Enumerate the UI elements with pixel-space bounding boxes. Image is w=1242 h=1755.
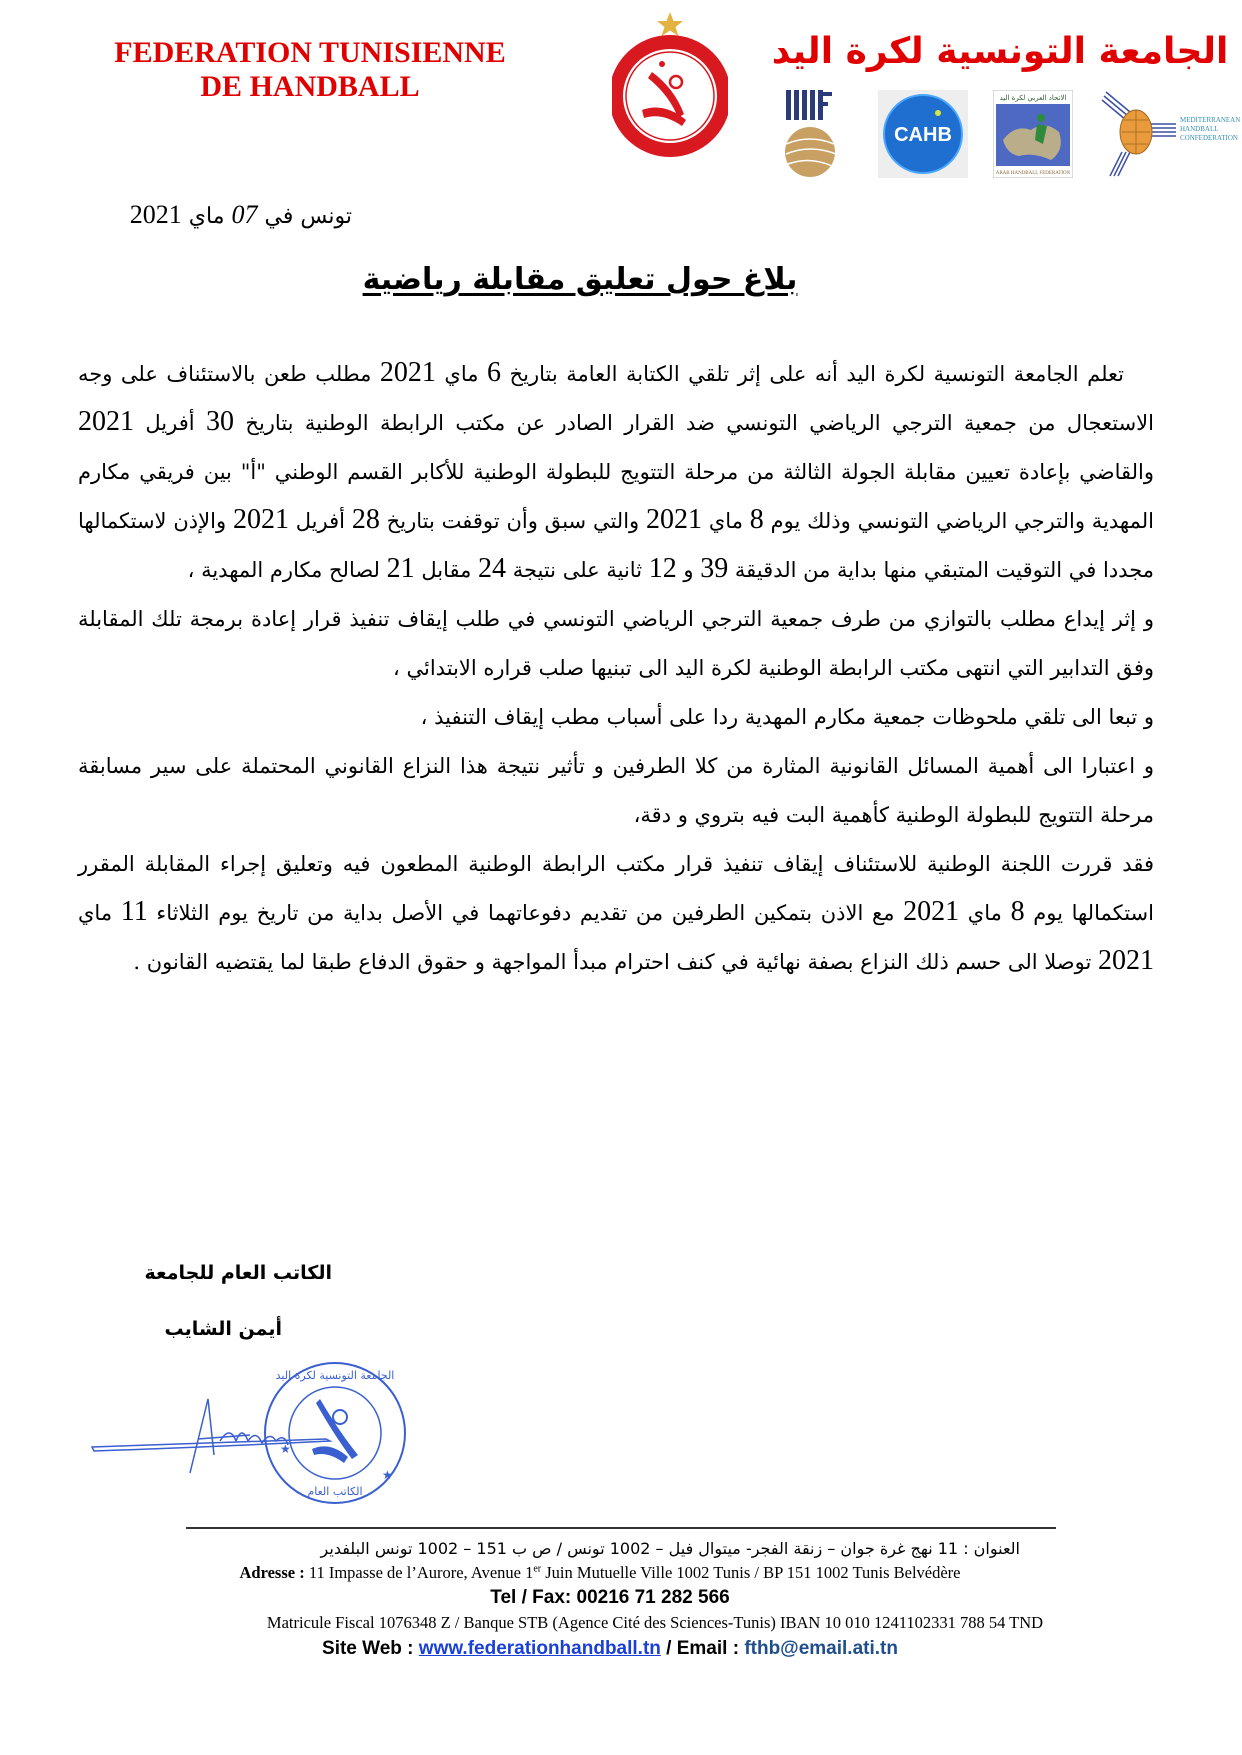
body-paragraph-3: و تبعا الى تلقي ملحوظات جمعية مكارم المهدية ردا على أسباب مطب إيقاف التنفيذ ، [420,705,1154,729]
body-text-segment: والإذن لاستكمالها مجددا في التوقيت المتبقي منها بداية من الدقيقة [78,509,1154,582]
star-icon [657,12,683,36]
date-day: 07 [231,200,258,229]
web-label: Site Web : [322,1638,419,1659]
document-date [130,200,352,230]
body-text-segment: والتي سبق وأن توقفت بتاريخ [379,509,647,533]
body-number: 6 [487,357,502,388]
address-label: Adresse : [239,1563,305,1582]
official-stamp-icon [265,1363,405,1503]
footer-tel-fax: Tel / Fax: 00216 71 282 566 [490,1587,730,1608]
body-number: 11 [120,896,148,927]
mhc-label-1: MEDITERRANEAN [1180,116,1240,124]
cahb-logo-icon [878,90,968,178]
email-address[interactable]: fthb@email.ati.tn [744,1638,898,1659]
body-number: 28 [351,504,380,535]
body-number: 21 [386,553,415,584]
body-text-segment: ماي [435,362,488,386]
address-superscript: er [533,1563,542,1575]
federation-name-french [100,36,520,104]
footer-address-french [150,1563,1050,1583]
date-prefix: تونس في [264,204,352,229]
body-text-segment: فقد قررت اللجنة الوطنية للاستئناف إيقاف تنفيذ قرار مكتب الرابطة الوطنية المطعون فيه وتعليق إجراء المقابلة المقرر استكمالها يوم [78,852,1154,925]
body-text-segment: تعلم الجامعة التونسية لكرة اليد أنه على إثر تلقي الكتابة العامة بتاريخ [501,362,1124,386]
website-link[interactable]: www.federationhandball.tn [418,1638,661,1659]
body-number: 39 [700,553,729,584]
stamp-federation-text: الجامعة التونسية لكرة اليد [275,1369,395,1382]
body-text-segment: مقابل [414,558,479,582]
body-text-segment: و [676,558,701,582]
body-text-segment: ثانية على نتيجة [506,558,649,582]
ahf-label: الاتحاد العربي لكرة اليد [999,94,1067,102]
body-paragraph-1 [78,350,1154,595]
body-number: 30 [206,406,234,437]
mhc-label-3: CONFEDERATION [1180,134,1238,142]
signature-and-stamp [90,1355,430,1515]
body-text-segment: ماي [78,901,121,925]
footer-fiscal-bank-info: Matricule Fiscal 1076348 Z / Banque STB (Agence Cité des Sciences-Tunis) IBAN 10 010 1241102331 788 54 TND [266,1613,1044,1632]
date-month: ماي [188,204,225,229]
stamp-role-text: الكاتب العام [307,1485,363,1498]
body-text-segment: مع الاذن بتمكين الطرفين من تقديم دفوعاتهما في الأصل بداية من تاريخ يوم الثلاثاء [147,901,904,925]
federation-name-arabic: الجامعة التونسية لكرة اليد [770,28,1230,80]
ihf-logo-icon [780,90,860,178]
body-paragraph-2: و إثر إيداع مطلب بالتوازي من طرف جمعية الترجي الرياضي التونسي في طلب إيقاف تنفيذ قرار إعادة برمجة تلك المقابلة وفق التدابير التي انتهى مكتب الرابطة الوطنية لكرة اليد الى تبنيها صلب قراره الابتدائي ، [78,607,1154,680]
body-number: 8 [749,504,764,535]
body-number: 8 [1010,896,1025,927]
footer-divider [186,1527,1056,1529]
body-text-segment: والقاضي بإعادة تعيين مقابلة الجولة الثالثة من مرحلة التتويج للبطولة الوطنية للأكابر القسم الوطني "أ" بين فريقي مكارم المهدية والترجي الرياضي التونسي وذلك يوم [78,460,1154,533]
arab-handball-federation-logo-icon [993,90,1073,178]
document-body [78,350,1154,987]
mediterranean-handball-confederation-logo-icon [1100,90,1240,178]
body-text-segment: مطلب طعن بالاستئناف على وجه الاستعجال من جمعية الترجي الرياضي التونسي ضد القرار الصادر عن مكتب الرابطة الوطنية بتاريخ [78,362,1154,435]
body-number: 2021 [903,896,960,927]
body-number: 2021 [646,504,703,535]
body-text-segment: لصالح مكارم المهدية ، [187,558,387,582]
fr-title-line-2: DE HANDBALL [200,70,420,103]
body-number: 2021 [1098,945,1154,976]
email-label: / Email : [660,1638,745,1659]
mhc-label-2: HANDBALL [1180,125,1219,133]
body-paragraph-5 [78,840,1154,987]
footer-web-email [150,1637,1070,1661]
body-paragraph-4: و اعتبارا الى أهمية المسائل القانونية المثارة من كلا الطرفين و تأثير نتيجة هذا النزاع القانوني المحتملة على سير مسابقة مرحلة التتويج للبطولة الوطنية كأهمية البت فيه بتروي و دقة، [78,754,1154,827]
fr-title-line-1: FEDERATION TUNISIENNE [114,36,506,69]
stamp-star-icon: ★ [280,1442,291,1456]
footer-address-arabic: العنوان : 11 نهج غرة جوان – زنقة الفجر- ميتوال فيل – 1002 تونس / ص ب 151 – 1002 تونس البلفدير [320,1539,1020,1558]
signatory-title: الكاتب العام للجامعة [144,1262,332,1284]
body-text-segment: توصلا الى حسم ذلك النزاع بصفة نهائية في كنف احترام مبدأ المواجهة و حقوق الدفاع طبقا لما يقتضيه القانون . [133,950,1098,974]
date-year: 2021 [129,200,182,229]
body-text-segment: أفريل [288,509,352,533]
federation-logo-icon [612,10,728,160]
stamp-star-icon: ★ [382,1468,393,1482]
address-part-1: 11 Impasse de l’Aurore, Avenue 1 [304,1563,534,1582]
body-number: 2021 [379,357,436,388]
body-text-segment: ماي [702,509,750,533]
address-part-2: Juin Mutuelle Ville 1002 Tunis / BP 151 1002 Tunis Belvédère [541,1563,961,1582]
body-number: 2021 [232,504,289,535]
body-number: 12 [648,553,677,584]
signatory-name: أيمن الشايب [164,1318,282,1340]
body-text-segment: أفريل [134,411,206,435]
body-number: 24 [478,553,507,584]
cahb-label: CAHB [894,124,952,146]
ahf-sublabel: ARAB HANDBALL FEDERATION [995,171,1071,176]
body-text-segment: ماي [959,901,1011,925]
body-number: 2021 [78,406,134,437]
document-title: بلاغ حول تعليق مقابلة رياضية [362,262,798,297]
